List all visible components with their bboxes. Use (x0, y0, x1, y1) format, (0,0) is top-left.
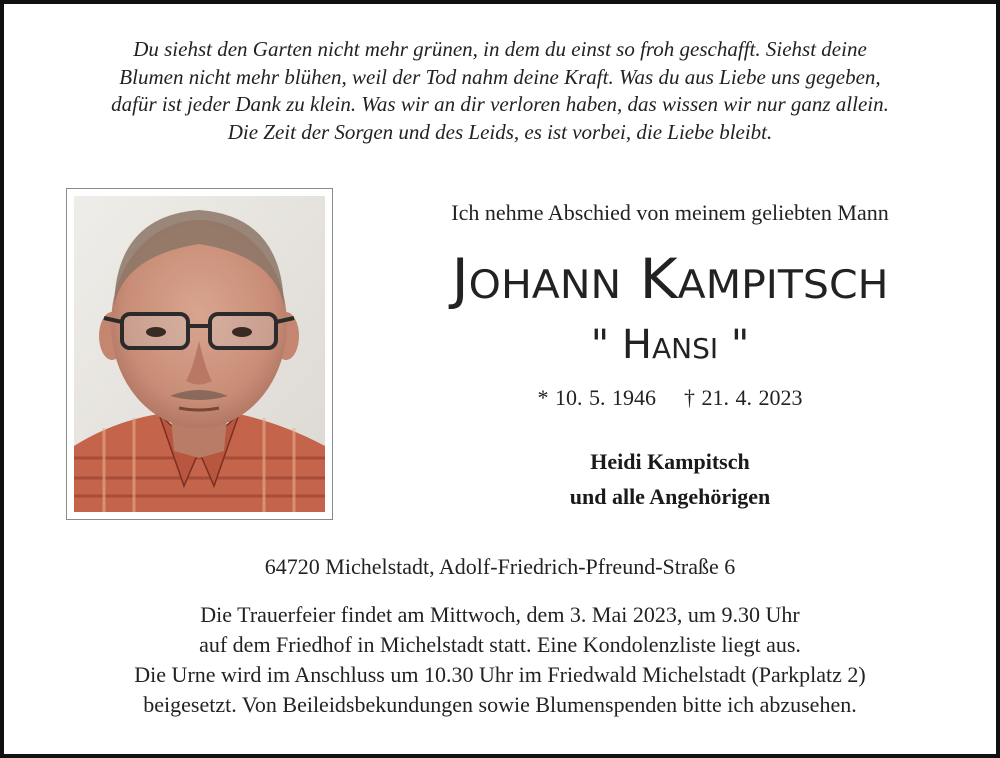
deceased-nickname: " Hansi " (590, 322, 750, 368)
poem-line: Die Zeit der Sorgen und des Leids, es ist vorbei, die Liebe bleibt. (227, 119, 773, 144)
notice-line: Die Urne wird im Anschluss um 10.30 Uhr im Friedwald Michelstadt (Parkplatz 2) (134, 662, 866, 687)
poem-line: Blumen nicht mehr blühen, weil der Tod nahm deine Kraft. Was du aus Liebe uns gegeben, (119, 64, 881, 89)
portrait-frame (66, 188, 333, 520)
portrait-photo (74, 196, 325, 512)
mourner-name: Heidi Kampitsch (590, 449, 750, 474)
farewell-intro: Ich nehme Abschied von meinem geliebten Mann (451, 200, 889, 225)
deceased-name: Johann Kampitsch (451, 246, 889, 312)
death-date: † 21. 4. 2023 (684, 385, 803, 410)
mourner-relatives: und alle Angehörigen (569, 484, 771, 509)
notice-line: beigesetzt. Von Beileidsbekundungen sowie Blumenspenden bitte ich abzusehen. (143, 692, 857, 717)
poem-line: Du siehst den Garten nicht mehr grünen, in dem du einst so froh geschafft. Siehst deine (133, 37, 867, 61)
mourners (340, 444, 1000, 514)
notice-line: Die Trauerfeier findet am Mittwoch, dem 3. Mai 2023, um 9.30 Uhr (200, 602, 800, 627)
life-dates (340, 385, 1000, 411)
birth-date: * 10. 5. 1946 (537, 385, 656, 410)
funeral-notice (0, 600, 1000, 720)
notice-line: auf dem Friedhof in Michelstadt statt. Eine Kondolenzliste liegt aus. (199, 632, 801, 657)
portrait-illustration (74, 196, 325, 512)
poem-line: dafür ist jeder Dank zu klein. Was wir an dir verloren haben, das wissen wir nur ganz allein. (111, 92, 889, 116)
memorial-poem (0, 36, 1000, 146)
address: 64720 Michelstadt, Adolf-Friedrich-Pfreund-Straße 6 (264, 554, 736, 579)
